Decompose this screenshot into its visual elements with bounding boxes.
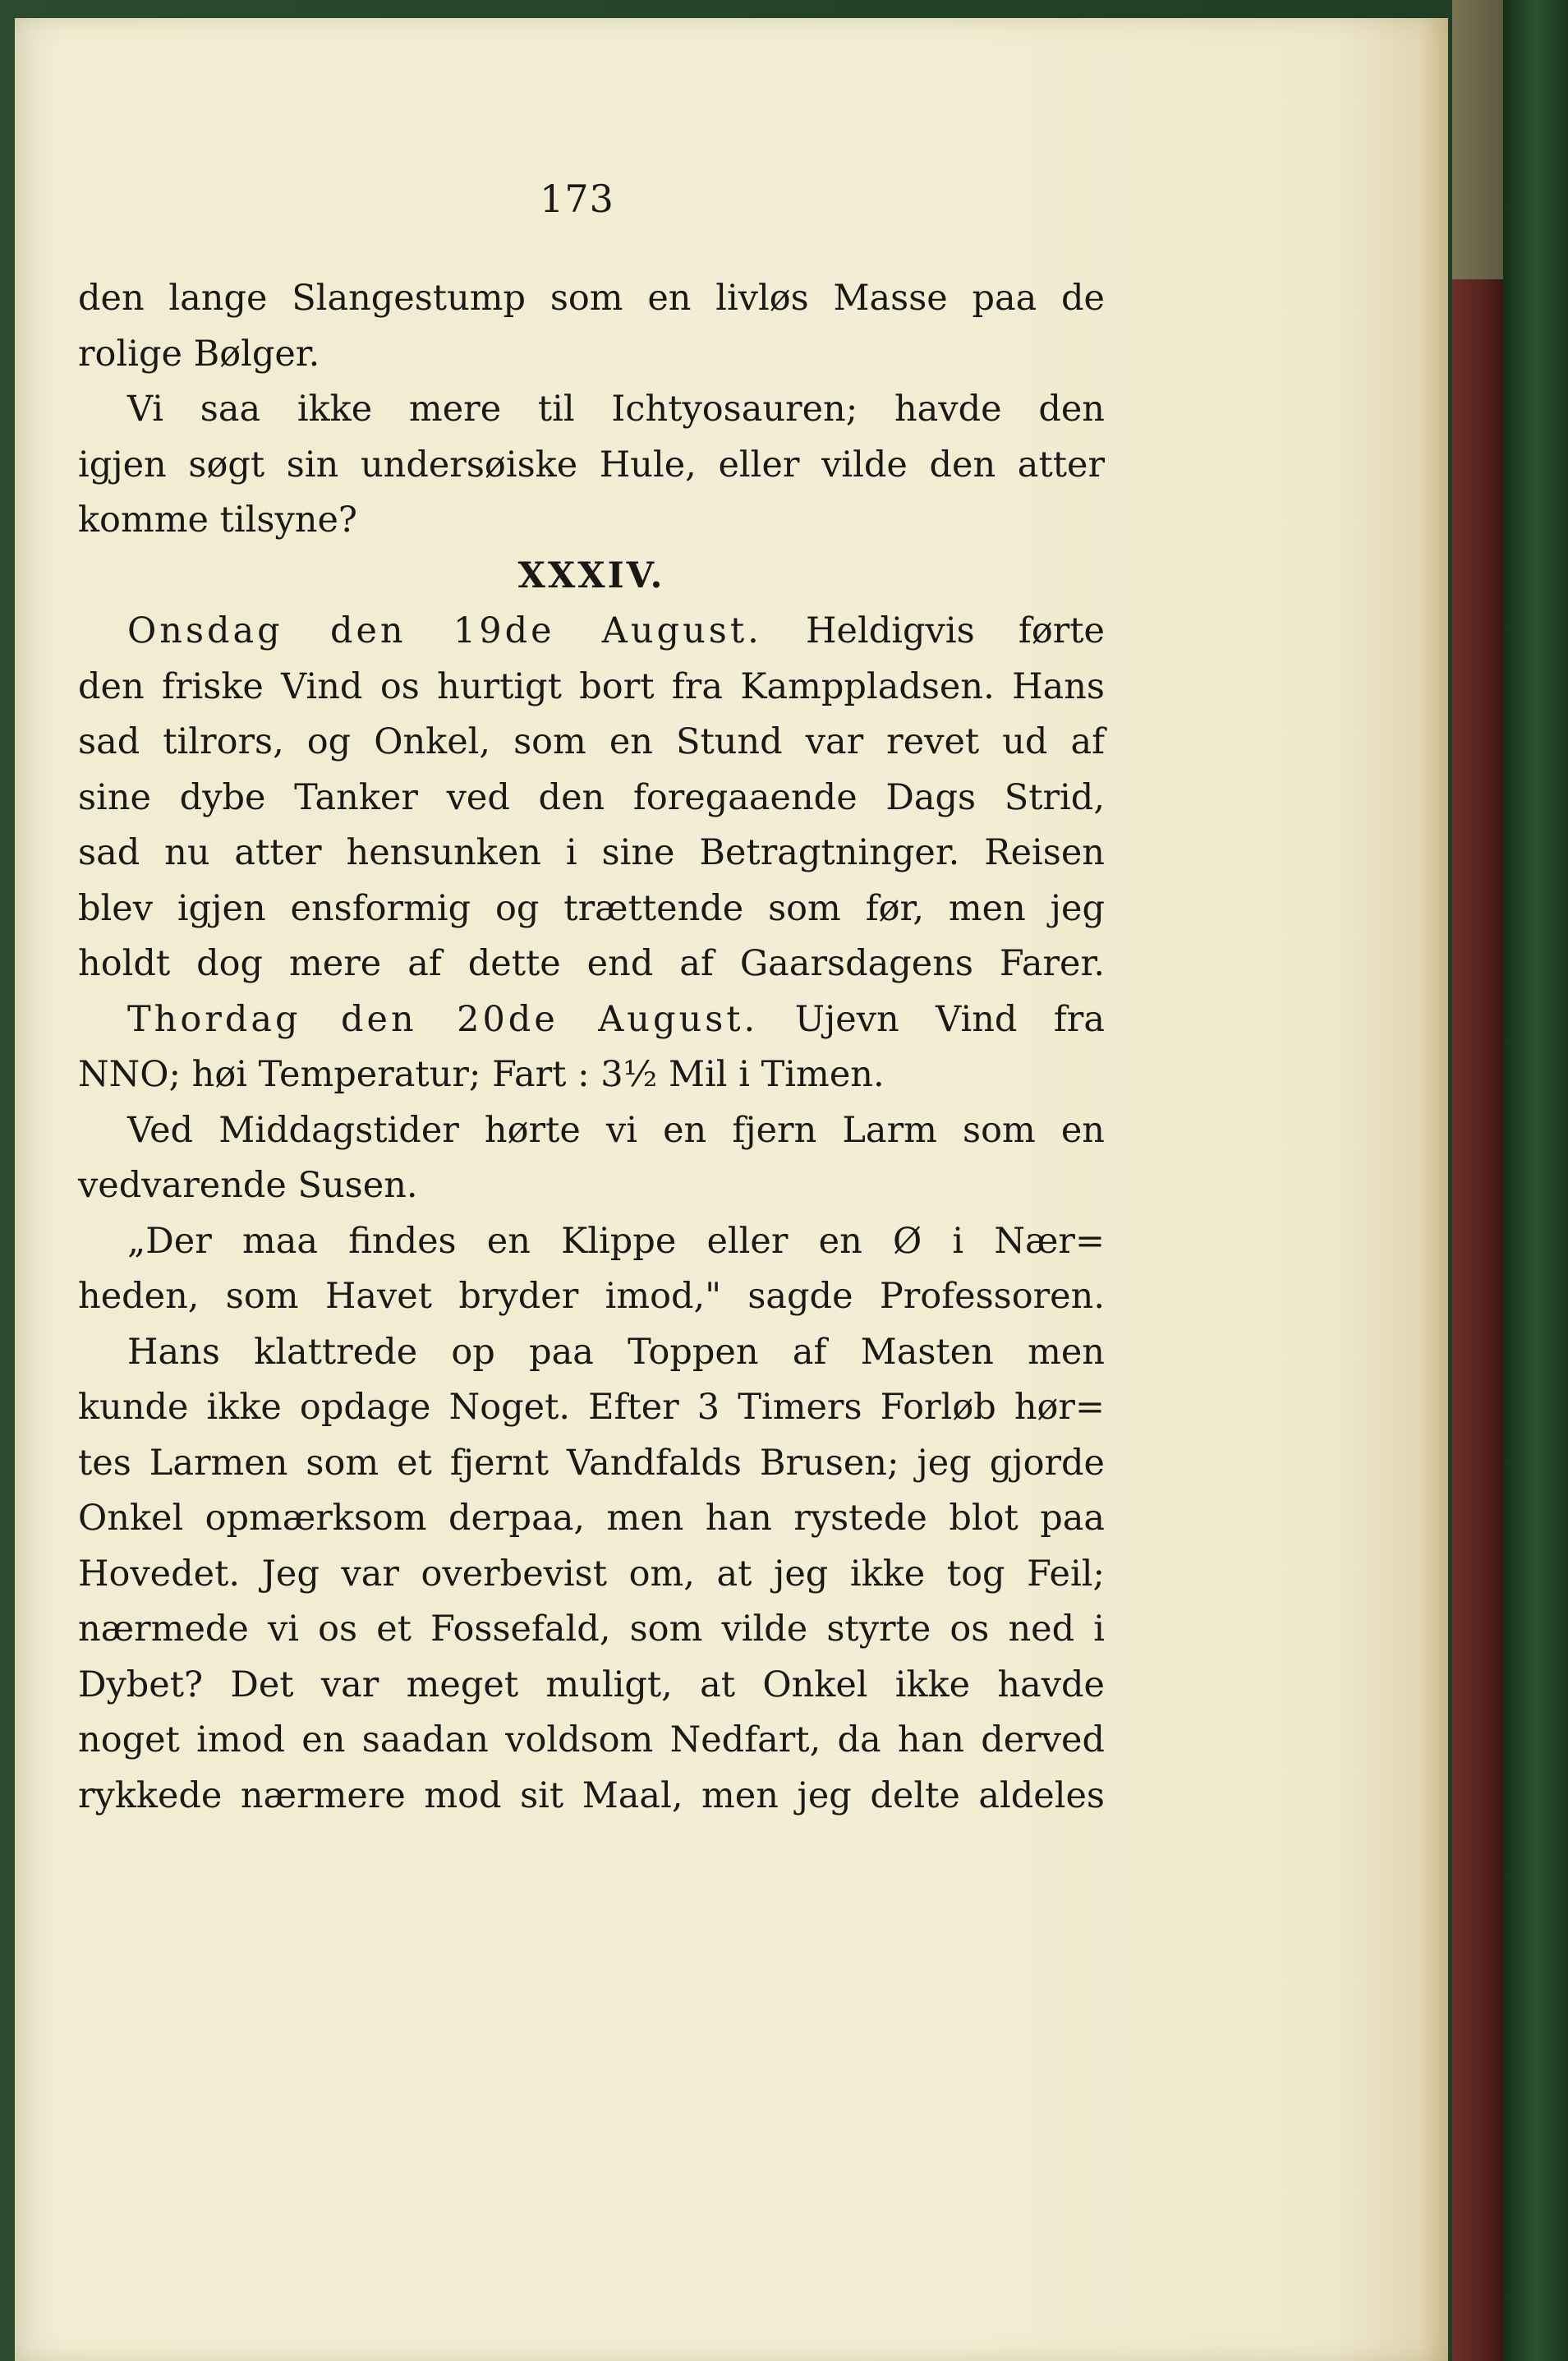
text-line: sad tilrors, og Onkel, som en Stund var revet ud af [78, 721, 1105, 762]
text-line: NNO; høi Temperatur; Fart : 3½ Mil i Timen. [78, 1054, 885, 1095]
text-line: igjen søgt sin undersøiske Hule, eller vilde den atter [78, 444, 1105, 486]
green-cloth-binding [1503, 0, 1568, 2361]
text-line: „Der maa findes en Klippe eller en Ø i Nær= [127, 1220, 1105, 1262]
text-line: vedvarende Susen. [78, 1165, 418, 1206]
text-line: Dybet? Det var meget muligt, at Onkel ikke havde [78, 1664, 1105, 1705]
text-fragment: Ujevn Vind fra [758, 998, 1105, 1040]
text-line: holdt dog mere af dette end af Gaarsdagens Farer. [78, 943, 1105, 984]
date-heading: Onsdag den 19de August. [127, 610, 762, 651]
text-line: den friske Vind os hurtigt bort fra Kamppladsen. Hans [78, 665, 1105, 707]
text-line: Hovedet. Jeg var overbevist om, at jeg ikke tog Feil; [78, 1553, 1105, 1595]
text-line: sine dybe Tanker ved den foregaaende Dags Strid, [78, 776, 1105, 818]
text-line: Onkel opmærksom derpaa, men han rystede blot paa [78, 1498, 1105, 1539]
chapter-heading: XXXIV. [517, 555, 665, 596]
text-line-dated [78, 604, 1105, 660]
date-heading: Thordag den 20de August. [127, 998, 759, 1040]
text-line: blev igjen ensformig og trættende som før, men jeg [78, 887, 1105, 929]
text-line: rolige Bølger. [78, 333, 320, 375]
text-line: tes Larmen som et fjernt Vandfalds Brusen; jeg gjorde [78, 1442, 1105, 1484]
text-line: sad nu atter hensunken i sine Betragtninger. Reisen [78, 832, 1105, 873]
text-line: den lange Slangestump som en livløs Masse paa de [78, 278, 1105, 319]
text-line-dated [78, 992, 1105, 1048]
text-line: Hans klattrede op paa Toppen af Masten men [127, 1331, 1105, 1373]
text-fragment: Heldigvis førte [761, 610, 1105, 651]
cover-board-edge [1452, 279, 1503, 2361]
page-number: 173 [540, 177, 614, 221]
text-line: komme tilsyne? [78, 499, 357, 541]
text-line: rykkede nærmere mod sit Maal, men jeg delte aldeles [78, 1774, 1105, 1816]
body-text [78, 271, 1105, 1824]
text-line: Ved Middagstider hørte vi en fjern Larm som en [127, 1109, 1105, 1151]
text-line: kunde ikke opdage Noget. Efter 3 Timers Forløb hør= [78, 1387, 1105, 1428]
text-line: Vi saa ikke mere til Ichtyosauren; havde den [127, 389, 1105, 430]
text-line: nærmede vi os et Fossefald, som vilde styrte os ned i [78, 1609, 1105, 1650]
cover-board-top [1452, 0, 1503, 279]
text-line: heden, som Havet bryder imod," sagde Professoren. [78, 1276, 1105, 1317]
text-line: noget imod en saadan voldsom Nedfart, da han derved [78, 1719, 1105, 1760]
